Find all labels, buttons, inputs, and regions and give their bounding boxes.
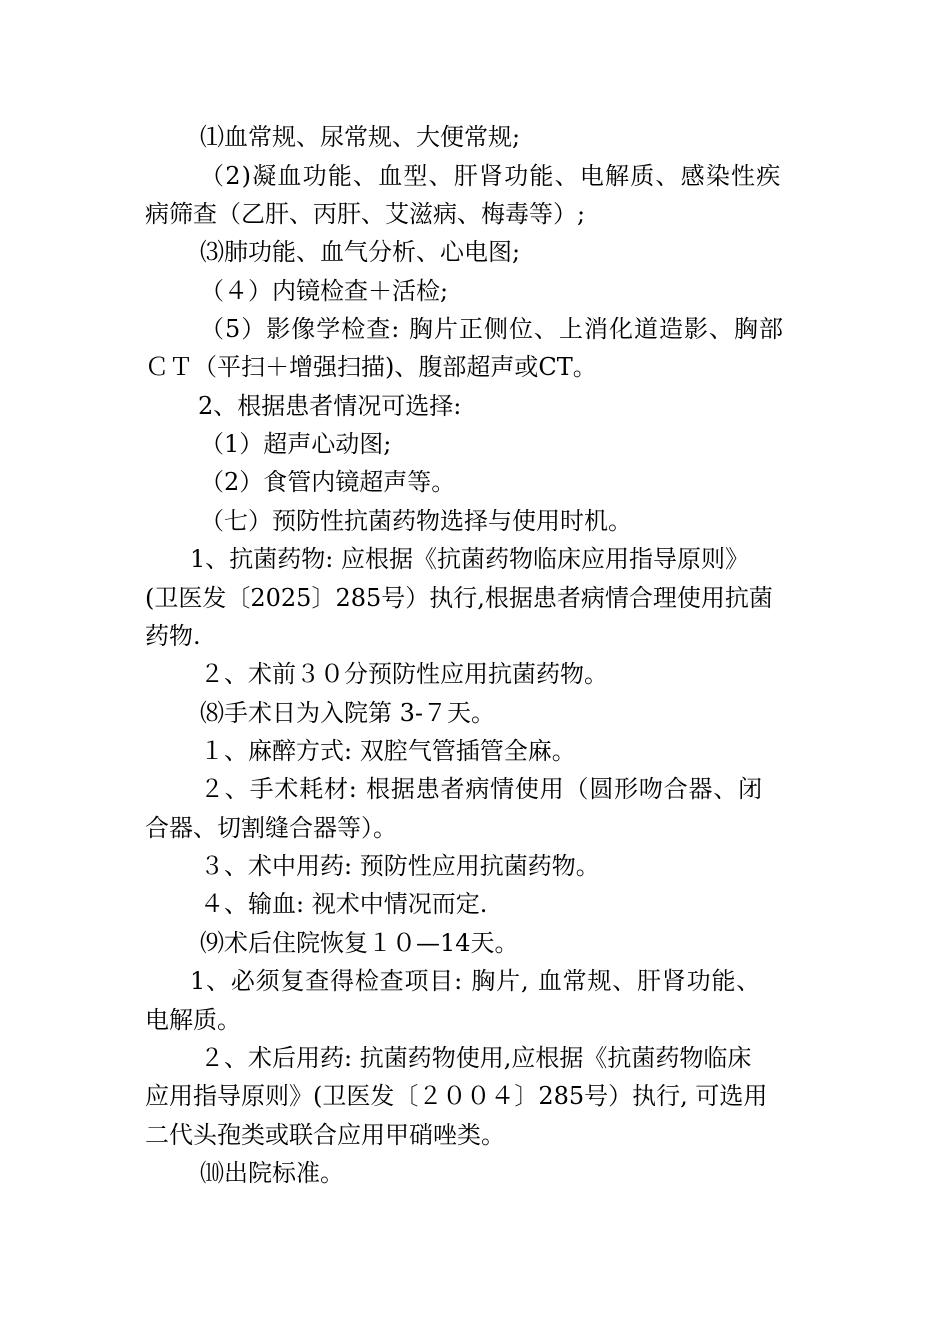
text-line: 1、抗菌药物: 应根据《抗菌药物临床应用指导原则》: [190, 545, 749, 573]
text-line: （1）超声心动图;: [200, 430, 392, 458]
text-line: 电解质。: [145, 1006, 241, 1034]
text-line: 合器、切割缝合器等）。: [145, 814, 397, 842]
text-line: ４、输血: 视术中情况而定.: [200, 890, 488, 918]
text-line: (卫医发〔2025〕285号）执行,根据患者病情合理使用抗菌: [145, 584, 773, 612]
text-line: 2、根据患者情况可选择:: [198, 392, 462, 420]
text-line: 应用指导原则》(卫医发〔２００４〕285号）执行, 可选用: [145, 1082, 768, 1110]
text-line: ３、术中用药: 预防性应用抗菌药物。: [200, 852, 600, 880]
text-line: ２、手术耗材: 根据患者病情使用（圆形吻合器、闭: [200, 775, 763, 803]
text-line: ⑻手术日为入院第 3-７天。: [200, 699, 496, 727]
text-line: ⑶肺功能、血气分析、心电图;: [200, 238, 521, 266]
text-line: ⑴血常规、尿常规、大便常规;: [200, 123, 521, 151]
text-line: （４）内镜检查＋活检;: [200, 277, 449, 305]
text-line: （2)凝血功能、血型、肝肾功能、电解质、感染性疾: [200, 162, 782, 190]
text-line: ＣＴ（平扫＋增强扫描)、腹部超声或CT。: [145, 353, 597, 381]
text-line: ２、术后用药: 抗菌药物使用,应根据《抗菌药物临床: [200, 1044, 752, 1072]
text-line: 1、必须复查得检查项目: 胸片, 血常规、肝肾功能、: [190, 967, 762, 995]
text-line: ⑽出院标准。: [200, 1159, 344, 1187]
text-line: ⑼术后住院恢复１０—14天。: [200, 929, 519, 957]
text-line: １、麻醉方式: 双腔气管插管全麻。: [200, 737, 576, 765]
text-line: （2）食管内镜超声等。: [200, 468, 456, 496]
text-line: （5）影像学检查: 胸片正侧位、上消化道造影、胸部: [200, 315, 784, 343]
text-line: 二代头孢类或联合应用甲硝唑类。: [145, 1121, 505, 1149]
text-line: （七）预防性抗菌药物选择与使用时机。: [200, 507, 632, 535]
text-line: 病筛查（乙肝、丙肝、艾滋病、梅毒等）;: [145, 200, 586, 228]
text-line: 药物.: [145, 622, 201, 650]
text-line: ２、术前３０分预防性应用抗菌药物。: [200, 660, 608, 688]
